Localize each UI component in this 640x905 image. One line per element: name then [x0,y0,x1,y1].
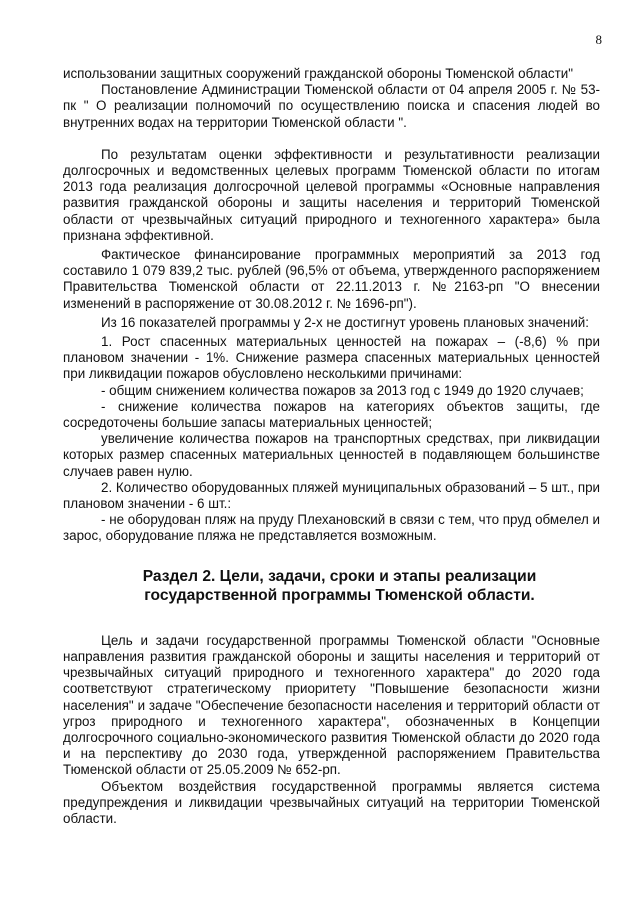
paragraph: Цель и задачи государственной программы Тюменской области "Основные направления развития гражданской обороны и защиты населения и территорий от чрезвычайных ситуаций природного и техногенного характера" до 2020 года соответствуют стратегическому приоритету "Повышение безопасности жизни населения" и задаче "Обеспечение безопасности населения и территорий области от угроз природного и техногенного характера", обозначенных в Концепции долгосрочного социально-экономического развития Тюменской области до 2020 года и на перспективу до 2030 года, утвержденной распоряжением Правительства Тюменской области от 25.05.2009 № 652-рп. [63,632,600,778]
paragraph: 1. Рост спасенных материальных ценностей на пожарах – (-8,6) % при плановом значении - 1%. Снижение размера спасенных материальных ценностей при ликвидации пожаров обусловлено несколькими причинами: [63,334,600,382]
paragraph: По результатам оценки эффективности и результативности реализации долгосрочных и ведомственных целевых программ Тюменской области по итогам 2013 года реализация долгосрочной целевой программы «Основные направления развития гражданской обороны и защиты населения и территорий Тюменской области от чрезвычайных ситуаций природного и техногенного характера» была признана эффективной. [63,146,600,243]
page-number: 8 [595,32,602,47]
page-content [63,66,600,827]
paragraph: увеличение количества пожаров на транспортных средствах, при ликвидации которых размер спасенных материальных ценностей в подавляющем большинстве случаев равен нулю. [63,431,600,479]
paragraph: Постановление Администрации Тюменской области от 04 апреля 2005 г. № 53-пк " О реализации полномочий по осуществлению поиска и спасения людей во внутренних водах на территории Тюменской области ". [63,82,600,130]
paragraph: Объектом воздействия государственной программы является система предупреждения и ликвидации чрезвычайных ситуаций на территории Тюменской области. [63,778,600,826]
paragraph: использовании защитных сооружений гражданской обороны Тюменской области" [63,66,573,81]
paragraph: - общим снижением количества пожаров за 2013 год с 1949 до 1920 случаев; [101,382,584,398]
section-heading: Раздел 2. Цели, задачи, сроки и этапы реализации государственной программы Тюменской области. [142,567,537,604]
paragraph: - снижение количества пожаров на категориях объектов защиты, где сосредоточены большие запасы материальных ценностей; [63,398,600,431]
paragraph: Из 16 показателей программы у 2-х не достигнут уровень плановых значений: [101,314,589,330]
paragraph: Фактическое финансирование программных мероприятий за 2013 год составило 1 079 839,2 тыс. рублей (96,5% от объема, утвержденного распоряжением Правительства Тюменской области от 22.11.2013 г. №2163-рп "О внесении изменений в распоряжение от 30.08.2012 г. № 1696-рп"). [63,247,600,311]
paragraph: 2. Количество оборудованных пляжей муниципальных образований – 5 шт., при плановом значении - 6 шт.: [63,479,600,512]
paragraph: - не оборудован пляж на пруду Плехановский в связи с тем, что пруд обмелел и зарос, оборудование пляжа не представляется возможным. [63,512,600,544]
